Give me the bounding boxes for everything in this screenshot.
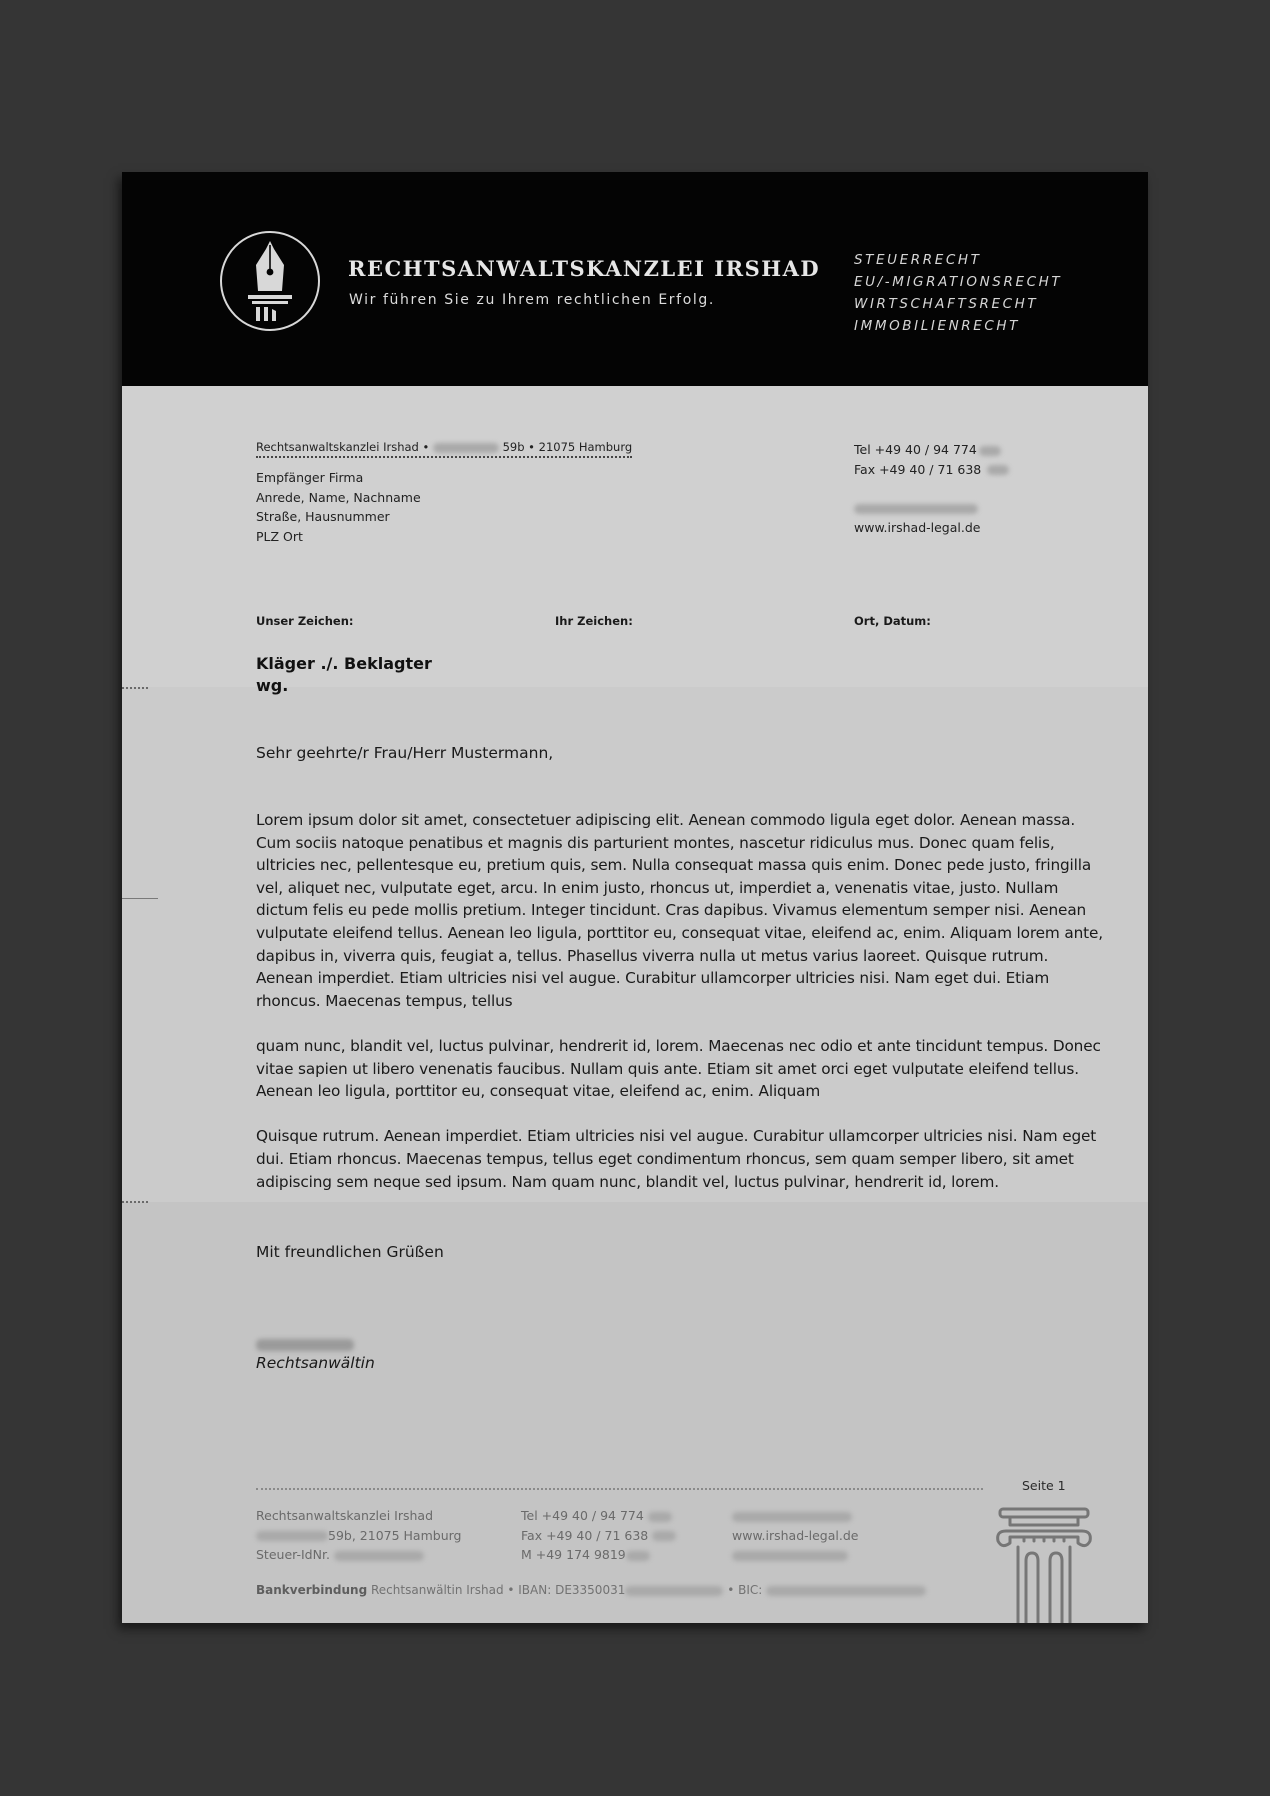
our-reference-label: Unser Zeichen: — [256, 614, 354, 628]
recipient-line: Empfänger Firma — [256, 470, 364, 485]
recipient-address — [256, 468, 421, 546]
footer-address-line: 59b, 21075 Hamburg — [256, 1526, 461, 1546]
letter-body — [256, 809, 1104, 1216]
practice-area: IMMOBILIENRECHT — [854, 318, 1021, 334]
fold-mark — [122, 687, 148, 689]
tagline: Wir führen Sie zu Ihrem rechtlichen Erfolg. — [349, 292, 715, 308]
practice-area: WIRTSCHAFTSRECHT — [854, 296, 1039, 312]
salutation: Sehr geehrte/r Frau/Herr Mustermann, — [256, 744, 554, 762]
fountain-pen-nib-column-icon — [218, 229, 322, 333]
firm-name: RECHTSANWALTSKANZLEI IRSHAD — [348, 256, 821, 281]
sender-prefix: Rechtsanwaltskanzlei Irshad • — [256, 440, 430, 454]
contact-web[interactable]: www.irshad-legal.de — [854, 520, 981, 535]
ionic-column-icon — [996, 1507, 1092, 1623]
contact-block — [854, 440, 1009, 538]
subject-line: Kläger ./. Beklagter — [256, 654, 432, 673]
footer-online — [732, 1506, 858, 1565]
body-paragraph: Quisque rutrum. Aenean imperdiet. Etiam ultricies nisi vel augue. Curabitur ullamcorper ultricies nisi. Nam eget dui. Etiam rhoncus. Maecenas tempus, tellus eget condimentum rhoncus, sem quam semper libero, sit amet adipiscing sem neque sed ipsum. Nam quam nunc, blandit vel, luctus pulvinar, hendrerit id, lorem. — [256, 1127, 1097, 1191]
footer-address — [256, 1506, 461, 1565]
practice-area: EU/-MIGRATIONSRECHT — [854, 274, 1063, 290]
footer-divider — [256, 1488, 983, 1490]
place-date-label: Ort, Datum: — [854, 614, 931, 628]
footer-phones — [521, 1506, 676, 1565]
footer-mobile: M +49 174 9819 — [521, 1545, 676, 1565]
subject-line: wg. — [256, 676, 289, 695]
closing: Mit freundlichen Grüßen — [256, 1243, 444, 1261]
footer-tel: Tel +49 40 / 94 774 — [521, 1506, 676, 1526]
subject — [256, 653, 432, 697]
recipient-line: Anrede, Name, Nachname — [256, 489, 421, 505]
footer-email-redacted — [732, 1506, 858, 1526]
footer-web[interactable]: www.irshad-legal.de — [732, 1527, 859, 1543]
page-number: Seite 1 — [1022, 1478, 1066, 1493]
contact-tel: Tel +49 40 / 94 774 — [854, 440, 1009, 460]
letter-page — [122, 172, 1148, 1623]
body-paragraph: Lorem ipsum dolor sit amet, consectetuer adipiscing elit. Aenean commodo ligula eget dolor. Aenean massa. Cum sociis natoque penatibus et magnis dis parturient montes, nascetur ridiculus mus. Donec quam felis, ultricies nec, pellentesque eu, pretium quis, sem. Nulla consequat massa quis enim. Donec pede justo, fringilla vel, aliquet nec, vulputate eget, arcu. In enim justo, rhoncus ut, imperdiet a, venenatis vitae, justo. Nullam dictum felis eu pede mollis pretium. Integer tincidunt. Cras dapibus. Vivamus elementum semper nisi. Aenean vulputate eleifend tellus. Aenean leo ligula, porttitor eu, consequat vitae, eleifend ac, enim. Aliquam lorem ante, dapibus in, viverra quis, feugiat a, tellus. Phasellus viverra nulla ut metus varius laoreet. Quisque rutrum. Aenean imperdiet. Etiam ultricies nisi vel augue. Curabitur ullamcorper ultricies nisi. Nam eget dui. Etiam rhoncus. Maecenas tempus, tellus — [256, 811, 1103, 1010]
recipient-line: Straße, Hausnummer — [256, 509, 390, 524]
sender-suffix: 59b • 21075 Hamburg — [502, 440, 633, 454]
signature-title: Rechtsanwältin — [256, 1354, 375, 1372]
footer-firm: Rechtsanwaltskanzlei Irshad — [256, 1508, 434, 1523]
footer-fax: Fax +49 40 / 71 638 — [521, 1526, 676, 1546]
contact-email-redacted — [854, 499, 1009, 519]
footer-social-redacted — [732, 1545, 858, 1565]
bic-label: • BIC: — [727, 1583, 763, 1597]
signature-name-redacted — [256, 1334, 354, 1353]
sender-return-line — [256, 440, 632, 458]
bank-details — [256, 1583, 926, 1597]
redacted-street — [433, 443, 499, 453]
fold-mark — [122, 1201, 148, 1203]
recipient-line: PLZ Ort — [256, 528, 303, 544]
bank-label: Bankverbindung — [256, 1583, 368, 1597]
body-paragraph: quam nunc, blandit vel, luctus pulvinar, hendrerit id, lorem. Maecenas nec odio et ante tincidunt tempus. Donec vitae sapien ut libero venenatis faucibus. Nullam quis ante. Etiam sit amet orci eget vulputate eleifend tellus. Aenean leo ligula, porttitor eu, consequat vitae, eleifend ac, enim. Aliquam — [256, 1036, 1101, 1101]
letterhead-header — [122, 172, 1148, 386]
bank-holder-iban: Rechtsanwältin Irshad • IBAN: DE3350031 — [371, 1583, 626, 1597]
practice-area: STEUERRECHT — [854, 252, 982, 268]
punch-mark — [122, 898, 158, 899]
practice-areas — [854, 249, 1062, 337]
your-reference-label: Ihr Zeichen: — [555, 614, 633, 628]
footer-tax-id: Steuer-IdNr. — [256, 1545, 461, 1565]
contact-fax: Fax +49 40 / 71 638 — [854, 460, 1009, 480]
